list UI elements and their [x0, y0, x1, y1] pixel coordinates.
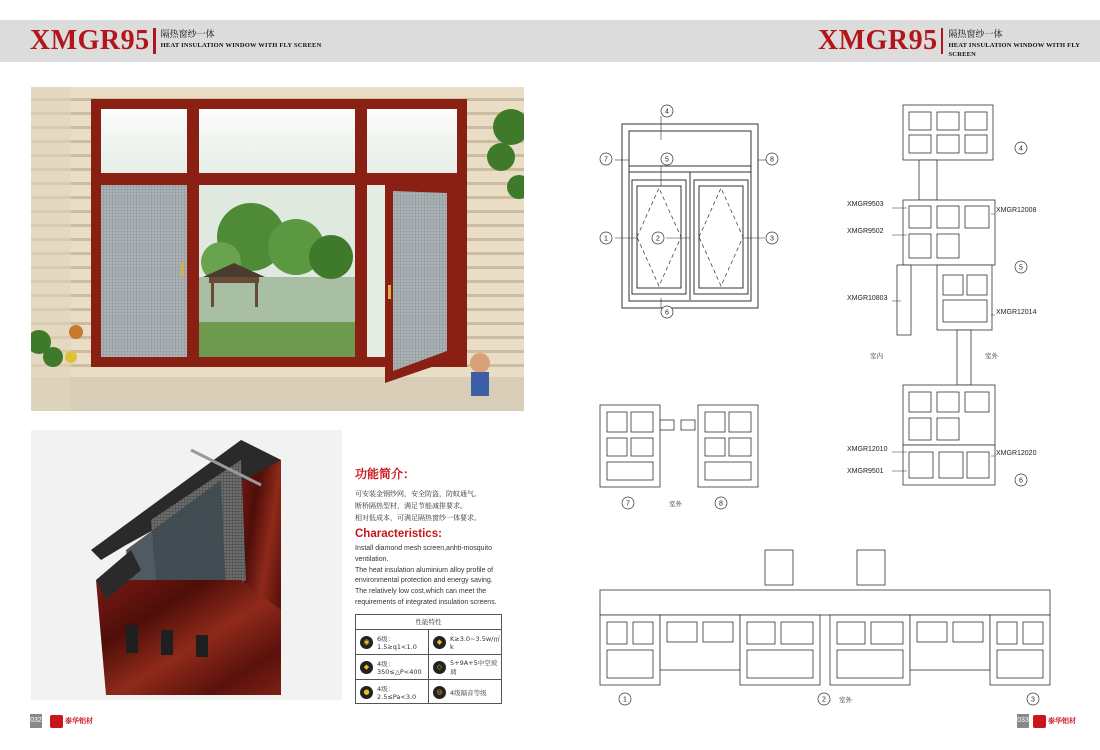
logo-text: 泰华铝材: [1048, 717, 1076, 725]
callout: 6: [665, 309, 669, 317]
characteristics: [355, 528, 530, 609]
logo-icon: [50, 715, 63, 728]
en-subtitle: HEAT INSULATION WINDOW WITH FLY SCREEN: [948, 42, 1080, 58]
callout: 1: [604, 235, 608, 243]
wind-pressure-icon: ●: [360, 686, 373, 699]
profile-code-label: XMGR9503: [847, 201, 884, 208]
profile-code-label: XMGR12010: [847, 446, 888, 453]
characteristics-line: environmental protection and energy saving.: [355, 577, 493, 585]
performance-row: [356, 680, 501, 704]
intro-line: 相对低成本，可满足隔热窗纱一体要求。: [355, 514, 481, 522]
outdoor-label: 室外: [839, 696, 852, 704]
callout: 3: [770, 235, 774, 243]
profile-cutaway-photo: [31, 430, 342, 700]
performance-value: 4级隔音等级: [450, 688, 487, 697]
characteristics-line: The relatively low cost,which can meet the: [355, 588, 487, 596]
profile-code-label: XMGR9501: [847, 468, 884, 475]
indoor-label: 室内: [870, 352, 883, 360]
vertical-section-drawing: [845, 100, 1050, 495]
window-product-photo: [31, 87, 524, 411]
outdoor-label: 室外: [985, 352, 998, 360]
callout: 7: [604, 156, 608, 164]
thermal-icon: ◆: [433, 636, 446, 649]
characteristics-line: The heat insulation aluminium alloy profile of: [355, 566, 494, 574]
window-elevation-drawing: [595, 100, 785, 325]
performance-value: 5+9A+5中空玻璃: [450, 659, 498, 676]
characteristics-title: Characteristics:: [355, 528, 442, 540]
characteristics-line: requirements of integrated insulation screens.: [355, 598, 497, 606]
header-left: [30, 26, 321, 56]
profile-code-label: XMGR12020: [996, 450, 1037, 457]
callout: 5: [1019, 264, 1023, 272]
callout: 8: [719, 500, 723, 508]
page-number-left: 032: [30, 714, 42, 728]
performance-row: [356, 655, 501, 680]
callout: 8: [770, 156, 774, 164]
characteristics-line: Install diamond mesh screen,anhti-mosquito: [355, 545, 492, 552]
callout: 4: [665, 108, 669, 116]
characteristics-line: ventilation.: [355, 555, 389, 563]
performance-table: [355, 614, 502, 704]
title-divider: [153, 28, 156, 54]
profile-code-label: XMGR12014: [996, 309, 1037, 316]
performance-value: 6级：1.5≥q1<1.0: [377, 634, 417, 651]
performance-title: 性能特性: [356, 615, 501, 630]
air-tightness-icon: ◉: [360, 636, 373, 649]
callout: 4: [1019, 145, 1023, 153]
logo-text: 泰华铝材: [65, 717, 93, 725]
callout: 7: [626, 500, 630, 508]
section-drawing-7-8: [595, 400, 770, 520]
profile-code-label: XMGR12008: [996, 207, 1037, 214]
callout: 2: [822, 696, 826, 704]
feature-intro: [355, 465, 530, 524]
title-divider: [941, 28, 944, 54]
logo-icon: [1033, 715, 1046, 728]
glass-icon: ◇: [433, 661, 446, 674]
profile-code-label: XMGR9502: [847, 228, 884, 235]
horizontal-section-drawing: [595, 540, 1055, 710]
brand-logo-left: [50, 713, 93, 729]
watertightness-icon: ◆: [360, 661, 373, 674]
callout: 1: [623, 696, 627, 704]
model-code: XMGR95: [30, 25, 150, 56]
performance-value: 4级：350≤△P<400: [377, 659, 422, 676]
intro-title: 功能简介：: [355, 467, 416, 481]
intro-line: 断桥隔热型材，满足节能减排要求。: [355, 502, 467, 510]
intro-line: 可安装金钢纱网，安全防盗，防蚊通气。: [355, 490, 481, 498]
cn-subtitle: 隔热窗纱一体: [948, 30, 1003, 40]
brand-logo-right: [1033, 713, 1076, 729]
page-number-right: 033: [1017, 714, 1029, 728]
en-subtitle: HEAT INSULATION WINDOW WITH FLY SCREEN: [160, 42, 322, 49]
callout: 5: [665, 156, 669, 164]
callout: 3: [1031, 696, 1035, 704]
callout: 6: [1019, 477, 1023, 485]
performance-value: 4级：2.5≤Pa<3.0: [377, 684, 417, 701]
callout: 2: [656, 235, 660, 243]
sound-insulation-icon: ◎: [433, 686, 446, 699]
outdoor-label: 室外: [669, 500, 682, 508]
performance-row: [356, 630, 501, 655]
model-code: XMGR95: [818, 25, 938, 56]
header-right: [818, 26, 1100, 59]
profile-code-label: XMGR10803: [847, 295, 888, 302]
performance-value: K≥3.0~3.5w/㎡k: [450, 634, 500, 651]
cn-subtitle: 隔热窗纱一体: [160, 30, 215, 40]
